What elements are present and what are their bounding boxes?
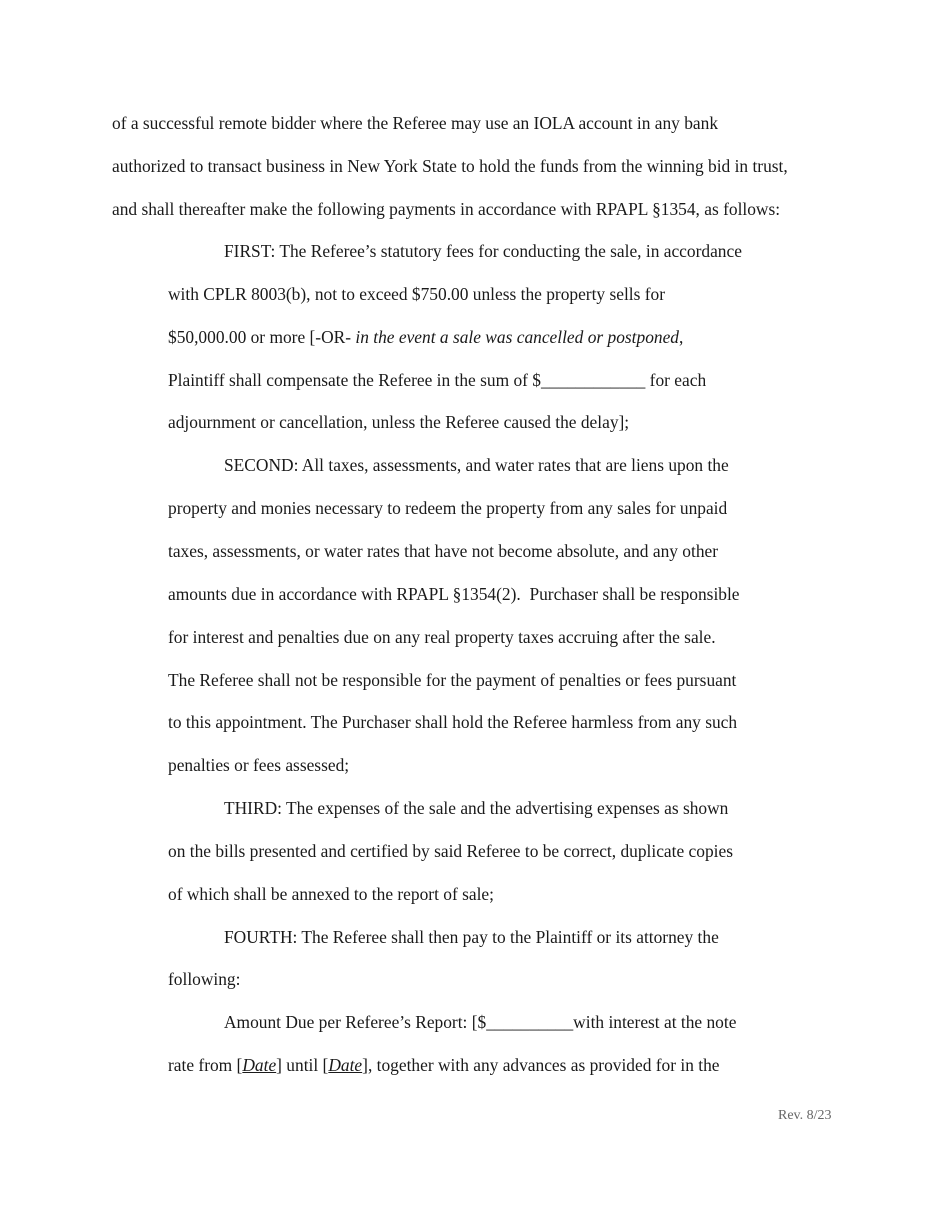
date-placeholder-1: Date bbox=[242, 1055, 277, 1075]
third-line-2: on the bills presented and certified by said Referee to be correct, duplicate copies bbox=[168, 841, 733, 861]
revision-footer: Rev. 8/23 bbox=[778, 1108, 832, 1123]
first-line-2: with CPLR 8003(b), not to exceed $750.00 unless the property sells for bbox=[168, 284, 666, 304]
fourth-line-2: following: bbox=[168, 969, 241, 989]
first-line-3-start: $50,000.00 or more [-OR- bbox=[168, 327, 356, 347]
first-line-5: adjournment or cancellation, unless the Referee caused the delay]; bbox=[168, 412, 630, 432]
intro-line-1: of a successful remote bidder where the Referee may use an IOLA account in any bank bbox=[112, 113, 719, 133]
second-line-3: taxes, assessments, or water rates that have not become absolute, and any other bbox=[168, 541, 719, 561]
first-line-3 bbox=[168, 326, 683, 348]
third-line-3: of which shall be annexed to the report of sale; bbox=[168, 884, 494, 904]
amount-due-line-1: Amount Due per Referee’s Report: [$__________with interest at the note bbox=[224, 1012, 737, 1032]
second-line-8: penalties or fees assessed; bbox=[168, 755, 350, 775]
intro-line-2: authorized to transact business in New York State to hold the funds from the winning bid in trust, bbox=[112, 156, 788, 176]
fourth-line-1: FOURTH: The Referee shall then pay to the Plaintiff or its attorney the bbox=[224, 927, 719, 947]
amount-due-part-3: ], together with any advances as provided for in the bbox=[362, 1055, 720, 1075]
intro-line-3: and shall thereafter make the following payments in accordance with RPAPL §1354, as follows: bbox=[112, 199, 781, 219]
third-line-1: THIRD: The expenses of the sale and the advertising expenses as shown bbox=[224, 798, 729, 818]
second-line-2: property and monies necessary to redeem the property from any sales for unpaid bbox=[168, 498, 728, 518]
second-line-4: amounts due in accordance with RPAPL §1354(2). Purchaser shall be responsible bbox=[168, 584, 740, 604]
amount-due-part-2: ] until [ bbox=[276, 1055, 329, 1075]
first-line-1: FIRST: The Referee’s statutory fees for conducting the sale, in accordance bbox=[224, 241, 742, 261]
second-line-1: SECOND: All taxes, assessments, and water rates that are liens upon the bbox=[224, 455, 729, 475]
second-line-7: to this appointment. The Purchaser shall hold the Referee harmless from any such bbox=[168, 712, 738, 732]
amount-due-part-1: rate from [ bbox=[168, 1055, 243, 1075]
first-line-3-end: , bbox=[679, 327, 684, 347]
second-line-5: for interest and penalties due on any real property taxes accruing after the sale. bbox=[168, 627, 716, 647]
date-placeholder-2: Date bbox=[328, 1055, 363, 1075]
first-line-3-italic: in the event a sale was cancelled or postponed bbox=[355, 327, 679, 347]
amount-due-line-2 bbox=[168, 1054, 720, 1076]
second-line-6: The Referee shall not be responsible for the payment of penalties or fees pursuant bbox=[168, 670, 737, 690]
first-line-4: Plaintiff shall compensate the Referee in the sum of $____________ for each bbox=[168, 370, 707, 390]
